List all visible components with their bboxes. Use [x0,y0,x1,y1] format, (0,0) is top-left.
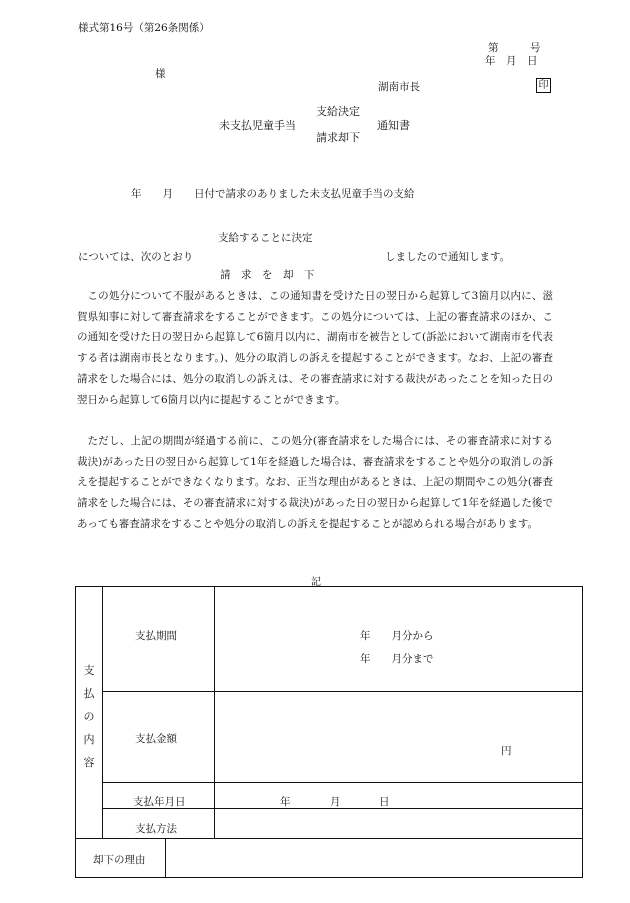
seal-mark: 印 [536,78,551,93]
title-option-reject: 請求却下 [316,131,360,144]
document-number-label: 第 号 [488,42,541,54]
form-number: 様式第16号（第26条関係） [78,22,210,34]
issuer-name: 湖南市長 [378,81,420,93]
issue-date-label: 年 月 日 [485,55,538,67]
payment-method-label: 支払方法 [135,823,177,835]
period-from: 年 月分から [360,630,434,642]
title-prefix: 未支払児童手当 [219,119,296,132]
payment-date-year: 年 [280,796,291,808]
notice-paragraph-2: ただし、上記の期間が経過する前に、この処分(審査請求をした場合には、その審査請求に対する裁決)があった日の翌日から起算して1年を経過した場合は、審査請求をすることや処分の取消しの訴えを提起することができなくなります。なお、正当な理由があるときは、上記の期間やこの処分(審査請求をした場合には、その審査請求に対する裁決)があった日の翌日から起算して1年を経過した後であっても審査請求をすることや処分の取消しの訴えを提起することが認められる場合があります。 [77,435,553,530]
amount-label: 支払金額 [135,733,177,745]
notice-paragraph-1: この処分について不服があるときは、この通知書を受けた日の翌日から起算して3箇月以内に、滋賀県知事に対して審査請求をすることができます。この処分については、上記の審査請求のほか、この通知を受けた日の翌日から起算して6箇月以内に、湖南市を被告として(訴訟において湖南市を代表する者は湖南市長となります。)、処分の取消しの訴えを提起することができます。なお、上記の審査請求をした場合には、処分の取消しの訴えは、その審査請求に対する裁決があったことを知った日の翌日から起算して6箇月以内に提起することができます。 [77,290,553,406]
title-option-decide: 支給決定 [316,105,360,118]
payment-details-table [75,586,583,878]
payment-date-day: 日 [379,796,390,808]
amount-unit: 円 [501,745,512,757]
intro-option-reject: 請 求 を 却 下 [220,269,315,281]
intro-option-decide: 支給することに決定 [218,232,313,244]
addressee-suffix: 様 [155,68,166,80]
payment-date-label: 支払年月日 [133,796,186,808]
claim-line: 年 月 日付で請求のありました未支払児童手当の支給 [131,188,415,200]
period-to: 年 月分まで [360,653,434,665]
intro-lead: については、次のとおり [78,251,194,263]
reject-reason-label: 却下の理由 [93,854,146,866]
title-suffix: 通知書 [377,119,410,132]
payment-date-month: 月 [330,796,341,808]
group-label-payment-content: 支払の内容 [83,664,95,769]
intro-tail: しましたので通知します。 [385,251,511,263]
record-label: 記 [311,577,321,588]
period-label: 支払期間 [135,630,177,642]
